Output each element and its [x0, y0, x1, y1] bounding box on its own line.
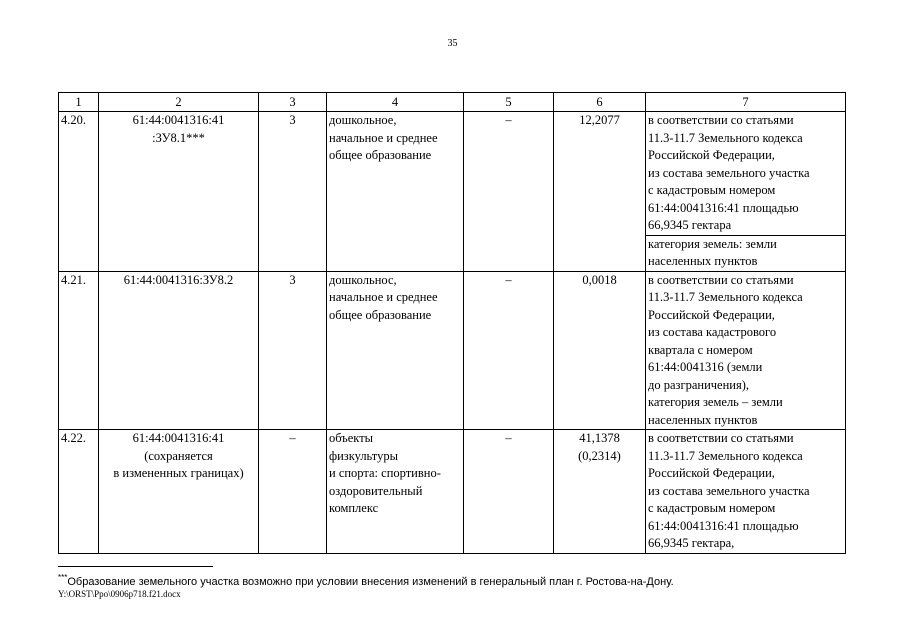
footnote — [58, 573, 674, 588]
note-cell: в соответствии со статьями 11.3-11.7 Земельного кодекса Российской Федерации, из состава земельного участка с кадастровым номером 61:44:0041316:41 площадью 66,9345 гектара — [646, 112, 846, 236]
purpose-cell: дошкольнос, начальное и среднее общее образование — [327, 271, 464, 430]
note-cell: в соответствии со статьями 11.3-11.7 Земельного кодекса Российской Федерации, из состава земельного участка с кадастровым номером 61:44:0041316:41 площадью 66,9345 гектара, — [646, 430, 846, 554]
header-cell-3: 3 — [259, 93, 327, 112]
purpose-cell: объекты физкультуры и спорта: спортивно- оздоровительный комплекс — [327, 430, 464, 554]
col5-cell: – — [464, 112, 554, 272]
area-cell: 12,2077 — [554, 112, 646, 272]
col5-cell: – — [464, 271, 554, 430]
row-number: 4.22. — [59, 430, 99, 554]
page-number: 35 — [447, 38, 458, 49]
land-category-cell: категория земель: земли населенных пунктов — [646, 235, 846, 271]
area-cell: 0,0018 — [554, 271, 646, 430]
cadastral-number: 61:44:0041316:41 (сохраняется в измененных границах) — [99, 430, 259, 554]
footnote-divider — [58, 566, 213, 567]
area-cell: 41,1378 (0,2314) — [554, 430, 646, 554]
col5-cell: – — [464, 430, 554, 554]
land-plots-table — [58, 92, 846, 554]
header-cell-6: 6 — [554, 93, 646, 112]
table-row — [59, 112, 846, 236]
zone-cell: 3 — [259, 112, 327, 272]
header-cell-7: 7 — [646, 93, 846, 112]
table-row — [59, 430, 846, 554]
table-row — [59, 271, 846, 430]
header-row — [59, 93, 846, 112]
zone-cell: – — [259, 430, 327, 554]
zone-cell: 3 — [259, 271, 327, 430]
purpose-cell: дошкольное, начальное и среднее общее образование — [327, 112, 464, 272]
row-number: 4.21. — [59, 271, 99, 430]
header-cell-4: 4 — [327, 93, 464, 112]
note-cell: в соответствии со статьями 11.3-11.7 Земельного кодекса Российской Федерации, из состава кадастрового квартала с номером 61:44:0041316 (земли до разграничения), категория земель – земли населенных пунктов — [646, 271, 846, 430]
cadastral-number: 61:44:0041316:ЗУ8.2 — [99, 271, 259, 430]
header-cell-2: 2 — [99, 93, 259, 112]
header-cell-1: 1 — [59, 93, 99, 112]
footnote-marker: *** — [58, 573, 68, 582]
footnote-text: Образование земельного участка возможно при условии внесения изменений в генеральный план г. Ростова-на-Дону. — [67, 576, 674, 588]
cadastral-number: 61:44:0041316:41 :ЗУ8.1*** — [99, 112, 259, 272]
file-path: Y:\ORST\Ppo\0906p718.f21.docx — [58, 589, 181, 599]
cadastral-number-with-footnote: :ЗУ8.1*** — [152, 130, 205, 145]
row-number: 4.20. — [59, 112, 99, 272]
header-cell-5: 5 — [464, 93, 554, 112]
